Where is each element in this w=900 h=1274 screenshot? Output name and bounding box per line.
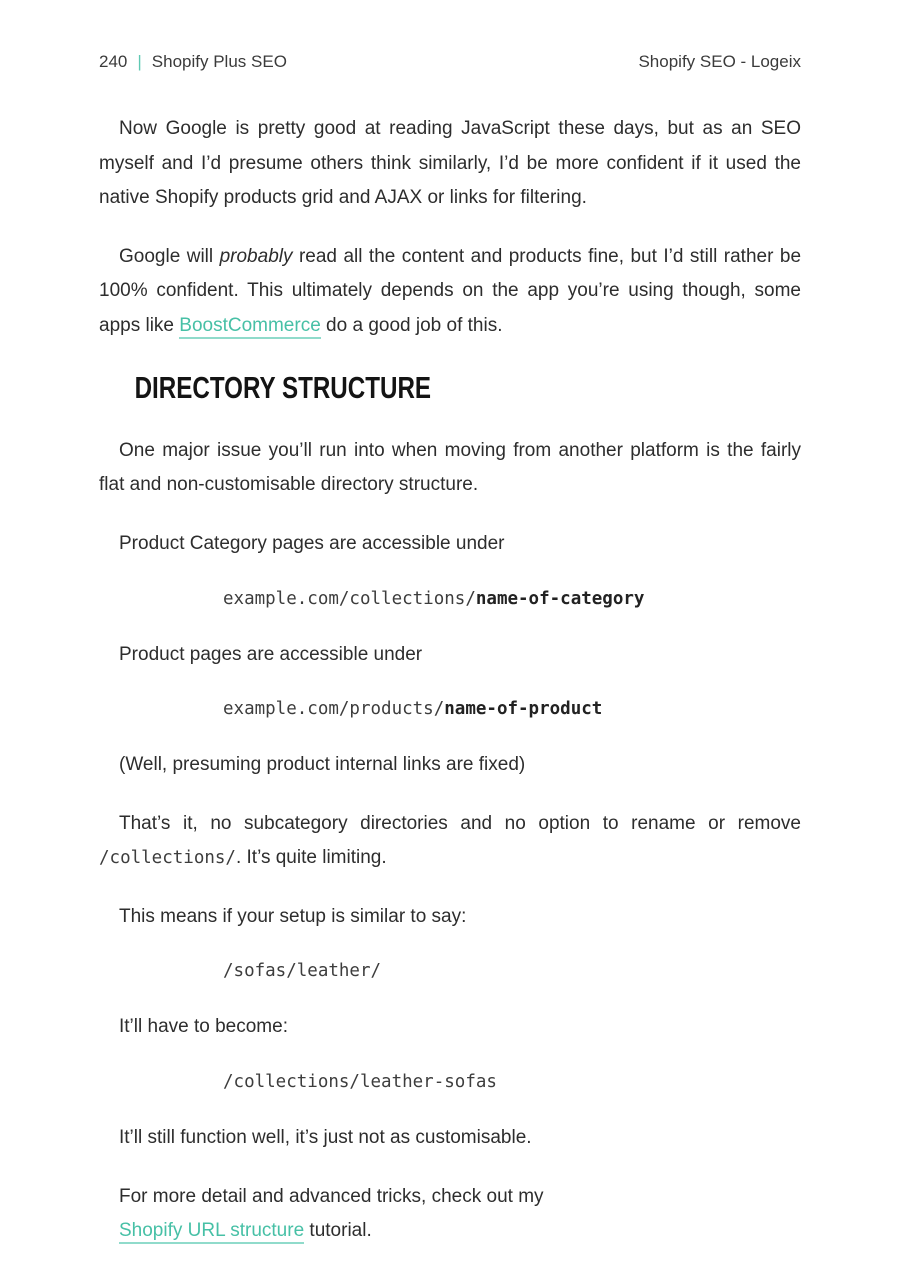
code-url-slug: name-of-category <box>475 588 645 609</box>
text-run: For more detail and advanced tricks, check out my <box>119 1185 544 1207</box>
text-run: Google will <box>119 245 220 267</box>
italic-probably: probably <box>219 245 293 267</box>
shopify-url-structure-link[interactable]: Shopify URL structure <box>119 1220 304 1244</box>
code-url-prefix: example.com/products/ <box>223 699 445 720</box>
paragraph-have-to-become: It’ll have to become: <box>119 1016 288 1038</box>
paragraph-still-function: It’ll still function well, it’s just not as customisable. <box>119 1127 532 1149</box>
paragraph-probably <box>99 240 801 344</box>
section-heading-text: DIRECTORY STRUCTURE <box>134 370 432 406</box>
paragraph-presuming-links: (Well, presuming product internal links are fixed) <box>119 754 526 776</box>
page-number: 240 <box>99 52 128 71</box>
paragraph-setup-similar: This means if your setup is similar to say: <box>119 905 467 927</box>
paragraph-category-pages: Product Category pages are accessible under <box>119 532 505 554</box>
text-run: That’s it, no subcategory directories and no option to rename or remove <box>119 812 801 834</box>
paragraph-product-pages: Product pages are accessible under <box>119 643 423 665</box>
code-line-collections-leather-sofas: /collections/leather-sofas <box>223 1072 497 1093</box>
running-header-right: Shopify SEO - Logeix <box>638 52 801 71</box>
code-line-category-url <box>223 586 801 612</box>
code-url-slug: name-of-product <box>444 699 603 720</box>
inline-code-collections: /collections/ <box>99 848 236 869</box>
running-header-left <box>99 50 287 74</box>
text-run: . It’s quite limiting. <box>235 847 387 869</box>
page-header <box>99 50 801 74</box>
boostcommerce-link[interactable]: BoostCommerce <box>179 315 321 339</box>
text-run: tutorial. <box>304 1220 372 1242</box>
paragraph-thats-it <box>99 807 801 876</box>
page-body <box>99 112 801 1249</box>
code-url-prefix: example.com/collections/ <box>223 588 476 609</box>
code-line-product-url <box>223 696 801 722</box>
text-run: do a good job of this. <box>320 314 503 336</box>
chapter-title: Shopify Plus SEO <box>151 52 287 71</box>
paragraph-major-issue: One major issue you’ll run into when moving from another platform is the fairly flat and non-customisable directory structure. <box>99 439 801 496</box>
paragraph-more-detail <box>119 1180 801 1249</box>
code-line-sofas-leather: /sofas/leather/ <box>223 961 382 982</box>
text-run: read all the content and products fine, but I’d still rather be 100% confident. This ultimately depends on the app you’re using though, some apps like <box>99 245 802 336</box>
header-separator: | <box>137 52 142 71</box>
paragraph-js-reading: Now Google is pretty good at reading JavaScript these days, but as an SEO myself and I’d presume others think similarly, I’d be more confident if it used the native Shopify products grid and AJAX or links for filtering. <box>99 118 801 209</box>
section-heading <box>99 371 801 405</box>
